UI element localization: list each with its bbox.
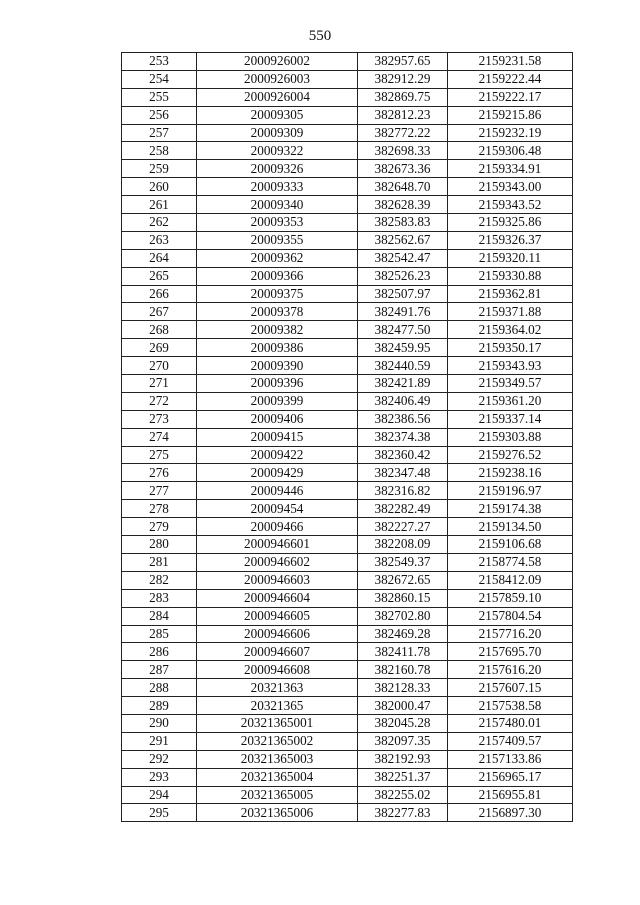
point-number-cell: 271 <box>122 375 197 393</box>
x-coordinate-cell: 382411.78 <box>358 643 448 661</box>
x-coordinate-cell: 382672.65 <box>358 571 448 589</box>
y-coordinate-cell: 2156965.17 <box>448 768 573 786</box>
y-coordinate-cell: 2158774.58 <box>448 553 573 571</box>
point-id-cell: 20009305 <box>197 106 358 124</box>
y-coordinate-cell: 2157616.20 <box>448 661 573 679</box>
y-coordinate-cell: 2159362.81 <box>448 285 573 303</box>
table-row <box>122 679 573 697</box>
point-number-cell: 265 <box>122 267 197 285</box>
y-coordinate-cell: 2159325.86 <box>448 214 573 232</box>
table-row <box>122 625 573 643</box>
point-id-cell: 20009415 <box>197 428 358 446</box>
table-row <box>122 589 573 607</box>
x-coordinate-cell: 382282.49 <box>358 500 448 518</box>
x-coordinate-cell: 382192.93 <box>358 750 448 768</box>
table-row <box>122 249 573 267</box>
x-coordinate-cell: 382628.39 <box>358 196 448 214</box>
point-number-cell: 282 <box>122 571 197 589</box>
point-id-cell: 20009309 <box>197 124 358 142</box>
point-number-cell: 292 <box>122 750 197 768</box>
point-number-cell: 269 <box>122 339 197 357</box>
x-coordinate-cell: 382698.33 <box>358 142 448 160</box>
y-coordinate-cell: 2159276.52 <box>448 446 573 464</box>
table-row <box>122 142 573 160</box>
y-coordinate-cell: 2157695.70 <box>448 643 573 661</box>
y-coordinate-cell: 2156955.81 <box>448 786 573 804</box>
x-coordinate-cell: 382562.67 <box>358 231 448 249</box>
point-id-cell: 20009326 <box>197 160 358 178</box>
x-coordinate-cell: 382860.15 <box>358 589 448 607</box>
y-coordinate-cell: 2157716.20 <box>448 625 573 643</box>
y-coordinate-cell: 2159334.91 <box>448 160 573 178</box>
point-number-cell: 284 <box>122 607 197 625</box>
table-row <box>122 321 573 339</box>
point-id-cell: 20009353 <box>197 214 358 232</box>
point-number-cell: 270 <box>122 357 197 375</box>
table-row <box>122 714 573 732</box>
point-id-cell: 20321365 <box>197 697 358 715</box>
x-coordinate-cell: 382812.23 <box>358 106 448 124</box>
x-coordinate-cell: 382549.37 <box>358 553 448 571</box>
point-id-cell: 20009446 <box>197 482 358 500</box>
point-id-cell: 20009454 <box>197 500 358 518</box>
y-coordinate-cell: 2159364.02 <box>448 321 573 339</box>
table-row <box>122 732 573 750</box>
point-number-cell: 283 <box>122 589 197 607</box>
table-row <box>122 553 573 571</box>
point-id-cell: 20009390 <box>197 357 358 375</box>
table-row <box>122 88 573 106</box>
table-row <box>122 804 573 822</box>
y-coordinate-cell: 2159343.00 <box>448 178 573 196</box>
y-coordinate-cell: 2159134.50 <box>448 518 573 536</box>
x-coordinate-cell: 382526.23 <box>358 267 448 285</box>
point-id-cell: 20009333 <box>197 178 358 196</box>
x-coordinate-cell: 382542.47 <box>358 249 448 267</box>
x-coordinate-cell: 382648.70 <box>358 178 448 196</box>
point-id-cell: 2000946608 <box>197 661 358 679</box>
table-row <box>122 607 573 625</box>
y-coordinate-cell: 2159174.38 <box>448 500 573 518</box>
table-row <box>122 375 573 393</box>
table-row <box>122 303 573 321</box>
point-id-cell: 20321365005 <box>197 786 358 804</box>
table-row <box>122 750 573 768</box>
coordinates-table-body <box>122 53 573 822</box>
point-number-cell: 258 <box>122 142 197 160</box>
x-coordinate-cell: 382957.65 <box>358 53 448 71</box>
table-row <box>122 768 573 786</box>
point-number-cell: 295 <box>122 804 197 822</box>
point-id-cell: 20009322 <box>197 142 358 160</box>
point-number-cell: 286 <box>122 643 197 661</box>
x-coordinate-cell: 382507.97 <box>358 285 448 303</box>
coordinates-table <box>121 52 573 822</box>
table-row <box>122 571 573 589</box>
y-coordinate-cell: 2159303.88 <box>448 428 573 446</box>
point-id-cell: 20321365006 <box>197 804 358 822</box>
table-row <box>122 106 573 124</box>
point-number-cell: 254 <box>122 70 197 88</box>
x-coordinate-cell: 382045.28 <box>358 714 448 732</box>
point-number-cell: 256 <box>122 106 197 124</box>
x-coordinate-cell: 382128.33 <box>358 679 448 697</box>
point-id-cell: 2000926002 <box>197 53 358 71</box>
page-number: 550 <box>308 28 332 44</box>
y-coordinate-cell: 2158412.09 <box>448 571 573 589</box>
x-coordinate-cell: 382440.59 <box>358 357 448 375</box>
table-row <box>122 124 573 142</box>
table-row <box>122 267 573 285</box>
point-id-cell: 2000946602 <box>197 553 358 571</box>
point-id-cell: 2000946603 <box>197 571 358 589</box>
table-row <box>122 231 573 249</box>
table-row <box>122 786 573 804</box>
point-id-cell: 2000946605 <box>197 607 358 625</box>
x-coordinate-cell: 382277.83 <box>358 804 448 822</box>
point-id-cell: 20009340 <box>197 196 358 214</box>
point-number-cell: 262 <box>122 214 197 232</box>
y-coordinate-cell: 2159326.37 <box>448 231 573 249</box>
x-coordinate-cell: 382912.29 <box>358 70 448 88</box>
point-number-cell: 260 <box>122 178 197 196</box>
x-coordinate-cell: 382406.49 <box>358 392 448 410</box>
y-coordinate-cell: 2159231.58 <box>448 53 573 71</box>
y-coordinate-cell: 2159337.14 <box>448 410 573 428</box>
point-id-cell: 2000946601 <box>197 536 358 554</box>
point-number-cell: 273 <box>122 410 197 428</box>
point-id-cell: 20321365004 <box>197 768 358 786</box>
table-row <box>122 285 573 303</box>
x-coordinate-cell: 382673.36 <box>358 160 448 178</box>
table-row <box>122 70 573 88</box>
point-number-cell: 293 <box>122 768 197 786</box>
point-id-cell: 20009375 <box>197 285 358 303</box>
point-number-cell: 272 <box>122 392 197 410</box>
y-coordinate-cell: 2157409.57 <box>448 732 573 750</box>
point-id-cell: 20009366 <box>197 267 358 285</box>
point-number-cell: 287 <box>122 661 197 679</box>
table-row <box>122 661 573 679</box>
point-id-cell: 20009386 <box>197 339 358 357</box>
point-number-cell: 278 <box>122 500 197 518</box>
point-number-cell: 264 <box>122 249 197 267</box>
point-id-cell: 20009382 <box>197 321 358 339</box>
point-number-cell: 275 <box>122 446 197 464</box>
point-number-cell: 267 <box>122 303 197 321</box>
point-id-cell: 20009406 <box>197 410 358 428</box>
y-coordinate-cell: 2159330.88 <box>448 267 573 285</box>
y-coordinate-cell: 2157607.15 <box>448 679 573 697</box>
table-row <box>122 697 573 715</box>
x-coordinate-cell: 382869.75 <box>358 88 448 106</box>
y-coordinate-cell: 2157133.86 <box>448 750 573 768</box>
x-coordinate-cell: 382347.48 <box>358 464 448 482</box>
x-coordinate-cell: 382227.27 <box>358 518 448 536</box>
y-coordinate-cell: 2159238.16 <box>448 464 573 482</box>
point-number-cell: 253 <box>122 53 197 71</box>
point-number-cell: 259 <box>122 160 197 178</box>
point-number-cell: 263 <box>122 231 197 249</box>
y-coordinate-cell: 2159350.17 <box>448 339 573 357</box>
table-row <box>122 500 573 518</box>
point-id-cell: 20009396 <box>197 375 358 393</box>
point-id-cell: 2000946607 <box>197 643 358 661</box>
point-id-cell: 20009429 <box>197 464 358 482</box>
y-coordinate-cell: 2159222.44 <box>448 70 573 88</box>
x-coordinate-cell: 382772.22 <box>358 124 448 142</box>
x-coordinate-cell: 382374.38 <box>358 428 448 446</box>
point-number-cell: 290 <box>122 714 197 732</box>
point-id-cell: 2000926003 <box>197 70 358 88</box>
x-coordinate-cell: 382477.50 <box>358 321 448 339</box>
table-row <box>122 357 573 375</box>
point-number-cell: 257 <box>122 124 197 142</box>
x-coordinate-cell: 382255.02 <box>358 786 448 804</box>
x-coordinate-cell: 382469.28 <box>358 625 448 643</box>
point-id-cell: 20009466 <box>197 518 358 536</box>
point-number-cell: 274 <box>122 428 197 446</box>
point-number-cell: 277 <box>122 482 197 500</box>
table-row <box>122 643 573 661</box>
y-coordinate-cell: 2159320.11 <box>448 249 573 267</box>
point-number-cell: 255 <box>122 88 197 106</box>
y-coordinate-cell: 2159371.88 <box>448 303 573 321</box>
point-id-cell: 20009399 <box>197 392 358 410</box>
x-coordinate-cell: 382583.83 <box>358 214 448 232</box>
point-number-cell: 276 <box>122 464 197 482</box>
x-coordinate-cell: 382097.35 <box>358 732 448 750</box>
table-row <box>122 196 573 214</box>
y-coordinate-cell: 2159349.57 <box>448 375 573 393</box>
point-id-cell: 20321363 <box>197 679 358 697</box>
point-number-cell: 279 <box>122 518 197 536</box>
y-coordinate-cell: 2159361.20 <box>448 392 573 410</box>
y-coordinate-cell: 2159106.68 <box>448 536 573 554</box>
point-id-cell: 20009378 <box>197 303 358 321</box>
table-row <box>122 392 573 410</box>
x-coordinate-cell: 382251.37 <box>358 768 448 786</box>
y-coordinate-cell: 2156897.30 <box>448 804 573 822</box>
table-row <box>122 160 573 178</box>
table-row <box>122 428 573 446</box>
point-id-cell: 20321365002 <box>197 732 358 750</box>
y-coordinate-cell: 2159196.97 <box>448 482 573 500</box>
point-number-cell: 288 <box>122 679 197 697</box>
x-coordinate-cell: 382702.80 <box>358 607 448 625</box>
table-row <box>122 446 573 464</box>
table-row <box>122 53 573 71</box>
point-id-cell: 20009422 <box>197 446 358 464</box>
point-id-cell: 2000946606 <box>197 625 358 643</box>
table-row <box>122 518 573 536</box>
y-coordinate-cell: 2157538.58 <box>448 697 573 715</box>
table-row <box>122 410 573 428</box>
table-row <box>122 178 573 196</box>
point-number-cell: 268 <box>122 321 197 339</box>
x-coordinate-cell: 382208.09 <box>358 536 448 554</box>
point-number-cell: 291 <box>122 732 197 750</box>
point-number-cell: 280 <box>122 536 197 554</box>
x-coordinate-cell: 382360.42 <box>358 446 448 464</box>
point-number-cell: 289 <box>122 697 197 715</box>
point-id-cell: 20321365001 <box>197 714 358 732</box>
x-coordinate-cell: 382160.78 <box>358 661 448 679</box>
point-number-cell: 294 <box>122 786 197 804</box>
table-row <box>122 482 573 500</box>
point-number-cell: 261 <box>122 196 197 214</box>
point-number-cell: 266 <box>122 285 197 303</box>
x-coordinate-cell: 382491.76 <box>358 303 448 321</box>
point-number-cell: 285 <box>122 625 197 643</box>
y-coordinate-cell: 2157804.54 <box>448 607 573 625</box>
point-id-cell: 2000946604 <box>197 589 358 607</box>
y-coordinate-cell: 2157859.10 <box>448 589 573 607</box>
point-id-cell: 2000926004 <box>197 88 358 106</box>
x-coordinate-cell: 382000.47 <box>358 697 448 715</box>
point-id-cell: 20321365003 <box>197 750 358 768</box>
y-coordinate-cell: 2159343.93 <box>448 357 573 375</box>
table-row <box>122 536 573 554</box>
x-coordinate-cell: 382386.56 <box>358 410 448 428</box>
y-coordinate-cell: 2159222.17 <box>448 88 573 106</box>
point-id-cell: 20009362 <box>197 249 358 267</box>
x-coordinate-cell: 382316.82 <box>358 482 448 500</box>
table-row <box>122 339 573 357</box>
y-coordinate-cell: 2157480.01 <box>448 714 573 732</box>
table-row <box>122 214 573 232</box>
table-row <box>122 464 573 482</box>
point-id-cell: 20009355 <box>197 231 358 249</box>
y-coordinate-cell: 2159343.52 <box>448 196 573 214</box>
y-coordinate-cell: 2159306.48 <box>448 142 573 160</box>
y-coordinate-cell: 2159232.19 <box>448 124 573 142</box>
x-coordinate-cell: 382459.95 <box>358 339 448 357</box>
y-coordinate-cell: 2159215.86 <box>448 106 573 124</box>
point-number-cell: 281 <box>122 553 197 571</box>
x-coordinate-cell: 382421.89 <box>358 375 448 393</box>
